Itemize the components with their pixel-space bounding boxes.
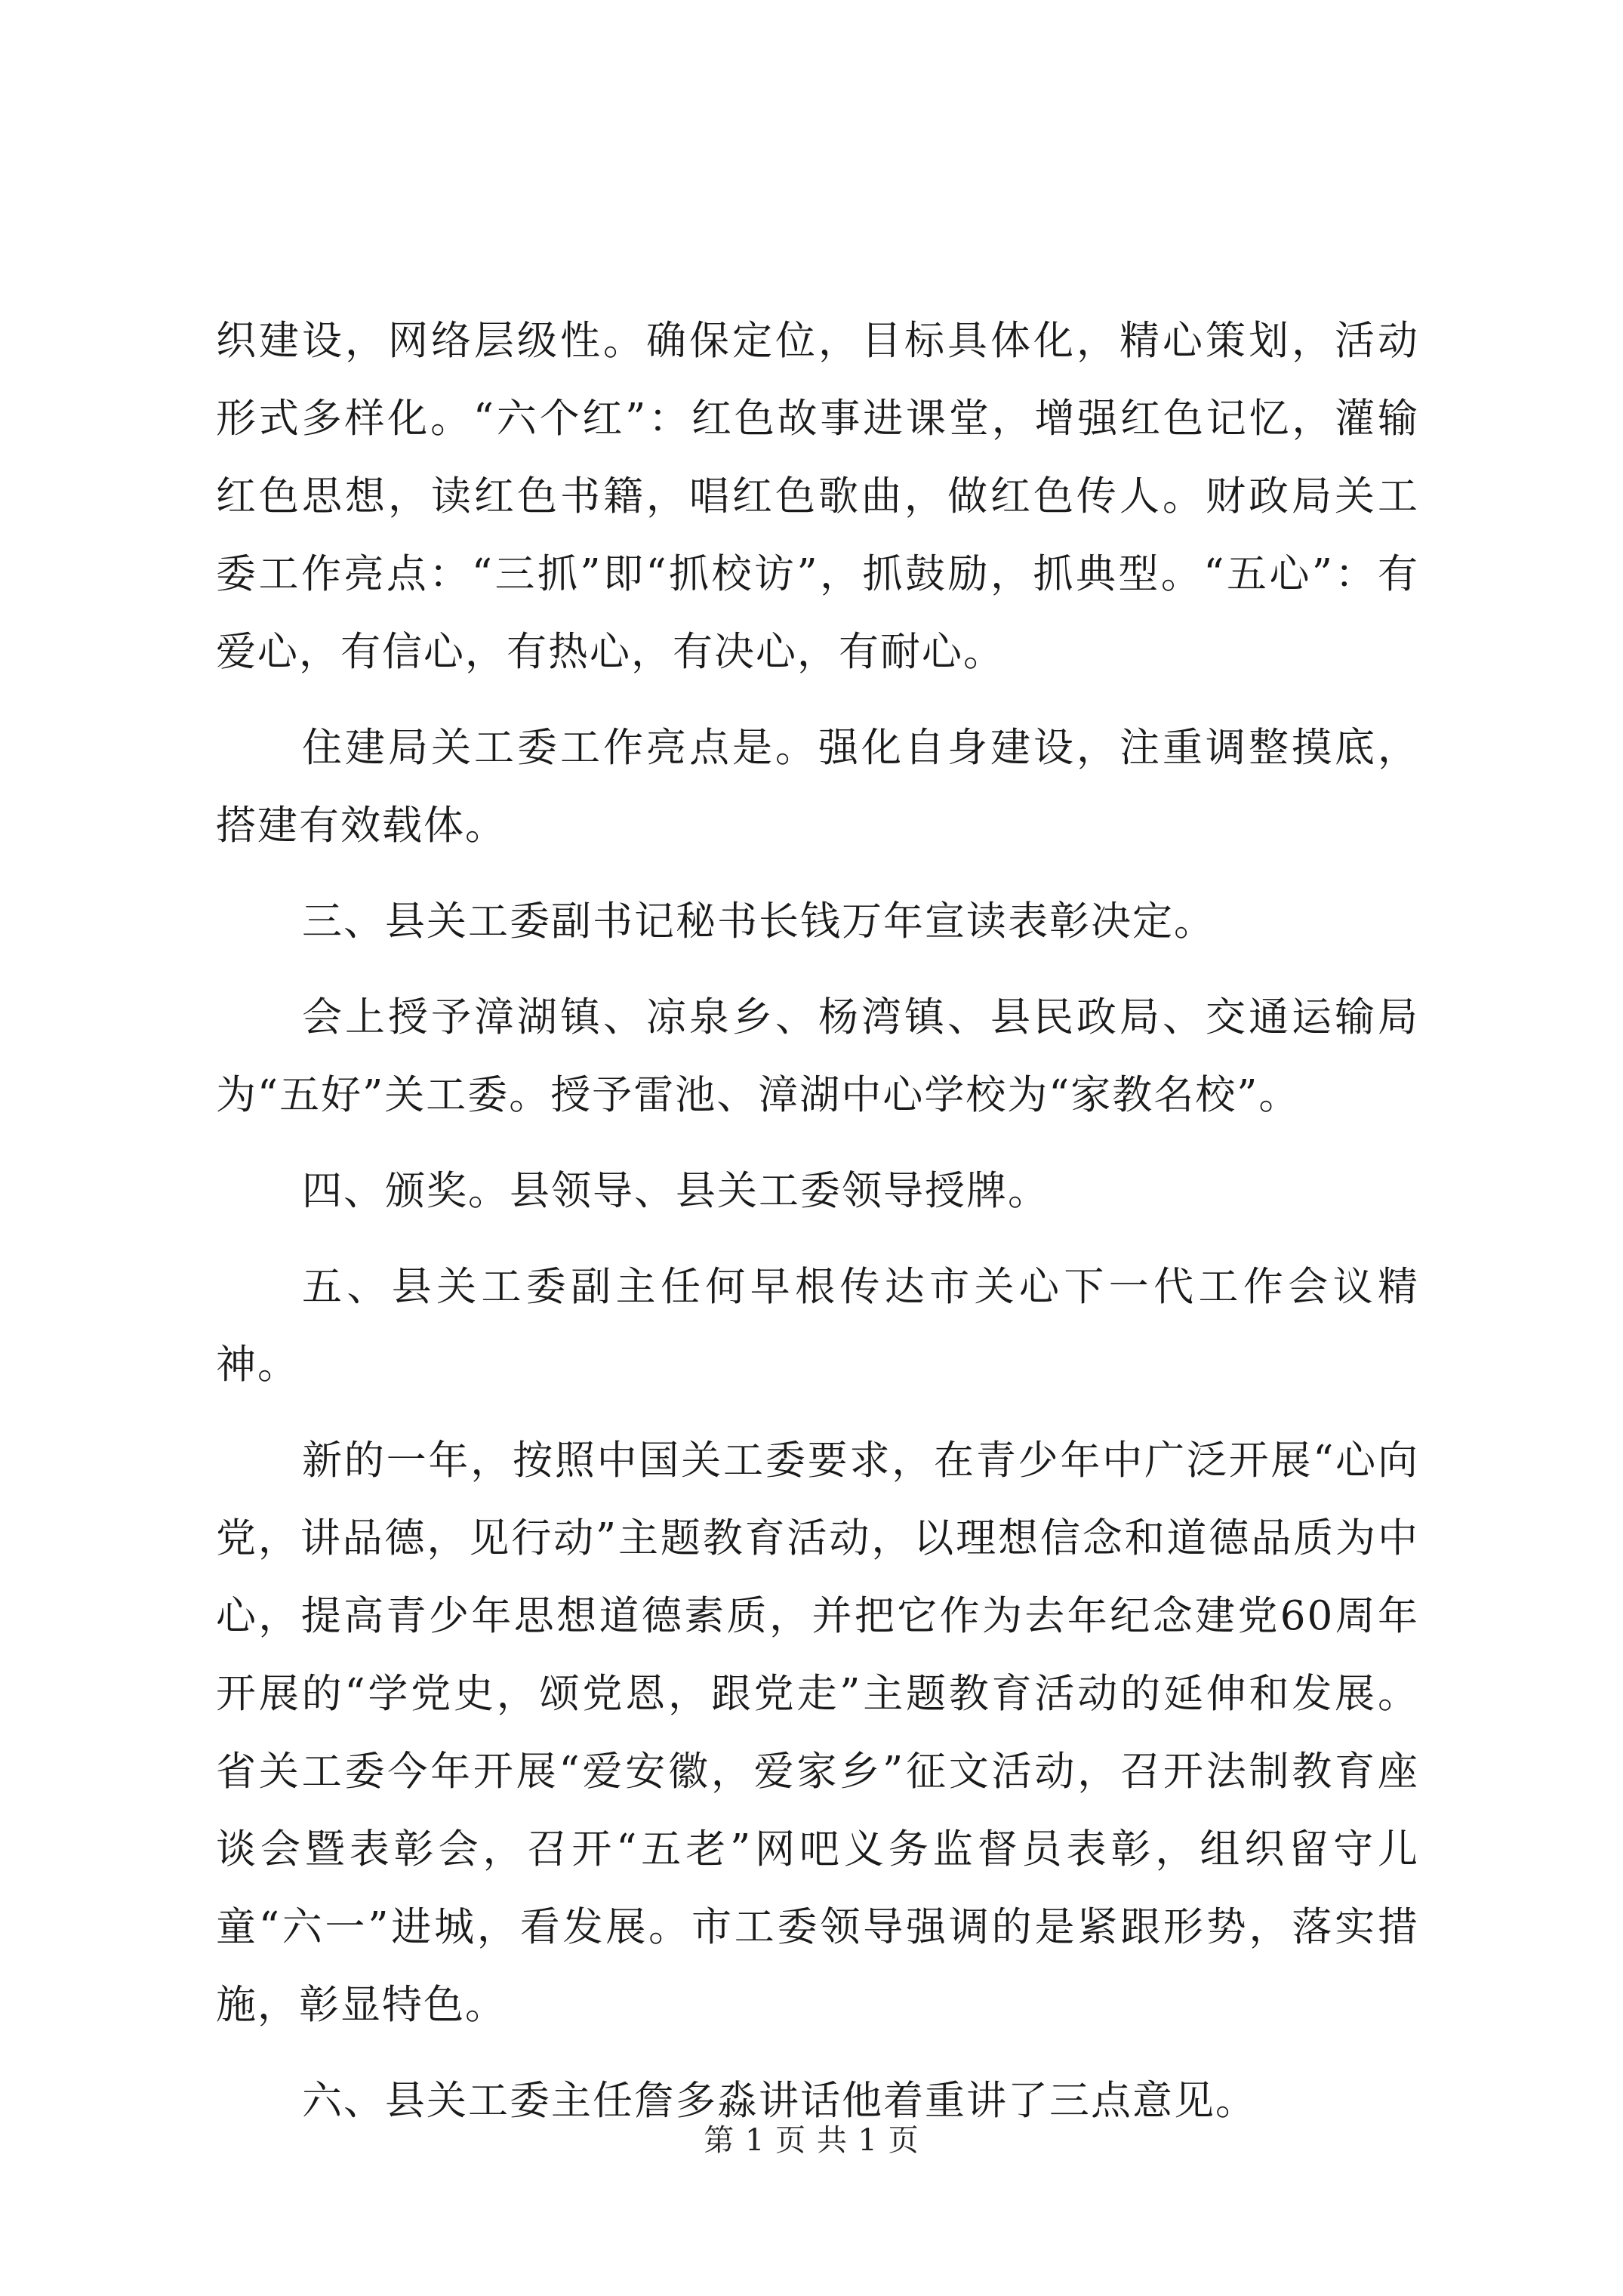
paragraph-2: 住建局关工委工作亮点是。强化自身建设，注重调整摸底，搭建有效载体。 [216, 725, 1419, 849]
paragraph-7: 新的一年，按照中国关工委要求，在青少年中广泛开展“心向党，讲品德，见行动”主题教育活动，以理想信念和道德品质为中心，提高青少年思想道德素质，并把它作为去年纪念建党60周年开展的“学党史，颂党恩，跟党走”主题教育活动的延伸和发展。省关工委今年开展“爱安徽，爱家乡”征文活动，召开法制教育座谈会暨表彰会，召开“五老”网吧义务监督员表彰，组织留守儿童“六一”进城，看发展。市工委领导强调的是紧跟形势，落实措施，彰显特色。 [216, 1438, 1419, 2028]
page-footer: 第 1 页 共 1 页 [704, 2123, 919, 2158]
paragraph-5: 四、颁奖。县领导、县关工委领导授牌。 [302, 1168, 1049, 1214]
paragraph-1: 织建设，网络层级性。确保定位，目标具体化，精心策划，活动形式多样化。“六个红”：红色故事进课堂，增强红色记忆，灌输红色思想，读红色书籍，唱红色歌曲，做红色传人。财政局关工委工作亮点：“三抓”即“抓校访”，抓鼓励，抓典型。“五心”：有爱心，有信心，有热心，有决心，有耐心。 [216, 318, 1419, 675]
paragraph-6: 五、县关工委副主任何早根传达市关心下一代工作会议精神。 [216, 1264, 1419, 1388]
document-body [216, 302, 1419, 2158]
paragraph-8: 六、县关工委主任詹多淼讲话他着重讲了三点意见。 [302, 2078, 1257, 2124]
paragraph-4: 会上授予漳湖镇、凉泉乡、杨湾镇、县民政局、交通运输局为“五好”关工委。授予雷池、漳湖中心学校为“家教名校”。 [216, 994, 1419, 1118]
paragraph-3: 三、县关工委副书记秘书长钱万年宣读表彰决定。 [302, 898, 1215, 945]
